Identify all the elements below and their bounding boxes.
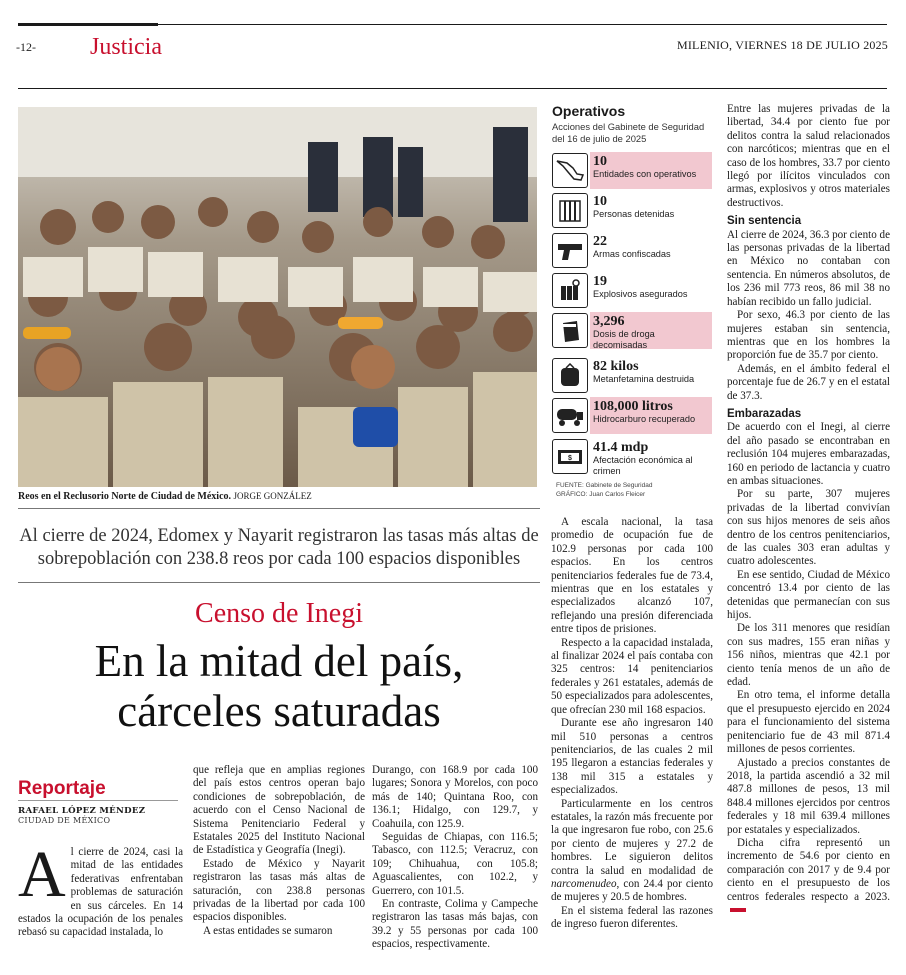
stat-number: 19 xyxy=(593,274,607,289)
stat-number: 10 xyxy=(593,194,607,209)
stat-number: 82 kilos xyxy=(593,359,639,374)
article-paragraph: Además, en el ámbito federal el porcentaje fue de 26.7 y en el estatal de 37.3. xyxy=(727,362,890,402)
package-icon xyxy=(552,358,588,393)
text-run: Dicha cifra representó un incremento de 54.6 por ciento en comparación con 2017 y de 9.4 por ciento en el presupuesto de los centros federales respecto a 2023. xyxy=(727,836,890,903)
article-paragraph xyxy=(727,837,890,917)
article-paragraph: Respecto a la capacidad instalada, al finalizar 2024 el país contaba con 325 centros: 14 penitenciarios federales y 261 estatales, además de 50 especializados para adolescentes, que ofrecían 230 mil 168 espacios. xyxy=(551,636,713,716)
headline: En la mitad del país, cárceles saturadas xyxy=(94,636,464,736)
article-column-4 xyxy=(551,516,713,932)
stat-number: 3,296 xyxy=(593,314,625,329)
text-run: Particularmente en los centros estatales, la razón más frecuente por la que ingresaron fue robo, con 25.6 por ciento de mujeres y 27.2 de hombres. Le siguieron delitos contra la salud en modalidad de xyxy=(551,797,713,877)
photo-credit: JORGE GONZÁLEZ xyxy=(233,491,312,501)
jail-icon xyxy=(552,193,588,228)
article-paragraph: En el sistema federal las razones de ingreso fueron diferentes. xyxy=(551,904,713,931)
pistol-icon xyxy=(552,233,588,268)
source-line: FUENTE: Gabinete de Seguridad xyxy=(556,482,653,489)
infographic-source xyxy=(556,482,652,499)
article-paragraph: En contraste, Colima y Campeche registraron las tasas más bajas, con 39.2 y 55 personas por cada 100 espacios, respectivamente. xyxy=(372,898,538,951)
article-paragraph: Estado de México y Nayarit registraron las tasas más altas de saturación, con 238.8 personas privadas de la libertad por cada 100 espacios disponibles. xyxy=(193,857,365,924)
stat-number: 22 xyxy=(593,234,607,249)
stat-hidrocarburo xyxy=(552,397,712,434)
article-column-5 xyxy=(727,103,890,917)
photo-caption xyxy=(18,490,538,503)
dateline: CIUDAD DE MÉXICO xyxy=(18,816,111,825)
svg-text:$: $ xyxy=(568,454,572,462)
mexico-map-icon xyxy=(552,153,588,188)
stat-label: Hidrocarburo recuperado xyxy=(593,414,696,424)
caption-text: Reos en el Reclusorio Norte de Ciudad de México. xyxy=(18,491,232,502)
article-paragraph: Durante ese año ingresaron 140 mil 510 personas a centros penitenciarios, de las cuales 2 mil 195 llegaron a estancias federales y 138 mil 315 a estatales y especializados. xyxy=(551,717,713,797)
page-number: -12- xyxy=(16,40,36,54)
stat-label: Metanfetamina destruida xyxy=(593,374,695,384)
stat-number: 41.4 mdp xyxy=(593,440,649,455)
end-mark xyxy=(730,908,746,912)
article-paragraph: Entre las mujeres privadas de la libertad, 34.4 por ciento fue por delitos contra la salud relacionados con narcóticos; mientras que en el caso de los hombres, 33.7 por ciento llegó por ilícitos vinculados con armas, explosivos y otros materiales destructivos. xyxy=(727,103,890,209)
drug-bag-icon xyxy=(552,313,588,348)
stat-armas xyxy=(552,232,712,269)
stat-explosivos xyxy=(552,272,712,309)
stat-label: Entidades con operativos xyxy=(593,169,697,179)
stat-label: Explosivos asegurados xyxy=(593,289,688,299)
inmates-photo xyxy=(18,107,537,487)
subheading: Embarazadas xyxy=(727,407,802,420)
article-paragraph: De acuerdo con el Inegi, al cierre del año pasado se encontraban en reclusión 104 mujeres embarazadas, 160 en periodo de lactancia y cuatro en ambas situaciones. xyxy=(727,421,890,487)
article-paragraph: Ajustado a precios constantes de 2018, la partida ascendió a 32 mil 487.8 millones de pesos, 13 mil 848.4 millones ejercidos por centros federales y 18 mil 639.4 millones por estatales y especializados. xyxy=(727,756,890,836)
article-paragraph: que refleja que en amplias regiones del país estos centros operan bajo condiciones de sobrepoblación, de acuerdo con el Censo Nacional de Sistema Penitenciario Federal y Estatales 2025 del Instituto Nacional de Estadística y Geografía (Inegi). xyxy=(193,764,365,857)
article-column-2 xyxy=(193,764,365,938)
article-paragraph: Por su parte, 307 mujeres privadas de la libertad convivían con sus hijos menores de seis años dentro de los centros penitenciarios, de las cuales 303 eran adultas y cuatro adolescentes. xyxy=(727,488,890,568)
explosive-icon xyxy=(552,273,588,308)
newspaper-date: MILENIO, VIERNES 18 DE JULIO 2025 xyxy=(676,38,888,52)
article-paragraph xyxy=(551,798,713,905)
pull-quote: Al cierre de 2024, Edomex y Nayarit registraron las tasas más altas de sobrepoblación con 238.8 reos por cada 100 espacios disponibles xyxy=(19,526,539,569)
infographic-title: Operativos xyxy=(552,103,626,119)
article-paragraph: A escala nacional, la tasa promedio de ocupación fue de 102.9 personas por cada 100 espacios. En los centros penitenciarios federales fue de 73.4, mientras que en los estatales y especializados alcanzó 107, reflejando una presión diferenciada entre tipos de prisiones. xyxy=(551,516,713,636)
kicker: Censo de Inegi xyxy=(195,598,363,629)
section-label: Reportaje xyxy=(18,778,106,799)
stat-label: Afectación económica al crimen xyxy=(593,455,693,476)
stat-afectacion xyxy=(552,438,712,475)
infographic-subtitle: Acciones del Gabinete de Seguridad del 16 de julio de 2025 xyxy=(552,121,705,144)
stat-label: Dosis de droga decomisadas xyxy=(593,329,655,350)
text-run: narcomenudeo xyxy=(551,877,617,890)
stat-label: Armas confiscadas xyxy=(593,249,671,259)
stat-number: 10 xyxy=(593,154,607,169)
article-paragraph: En otro tema, el informe detalla que el presupuesto ejercido en 2024 para el funcionamiento del sistema penitenciario fue de 43 mil 871.4 millones de pesos corrientes. xyxy=(727,689,890,756)
article-column-3 xyxy=(372,764,538,952)
author-name: RAFAEL LÓPEZ MÉNDEZ xyxy=(18,806,146,816)
money-icon xyxy=(552,439,588,474)
section-title: Justicia xyxy=(90,34,162,60)
stat-entidades xyxy=(552,152,712,189)
stat-detenidos xyxy=(552,192,712,229)
article-paragraph: Seguidas de Chiapas, con 116.5; Tabasco, con 112.5; Veracruz, con 109; Chihuahua, con 105.8; Aguascalientes, con 102.2, y Guerrero, con 101.5. xyxy=(372,831,538,897)
article-paragraph: Al cierre de 2024, 36.3 por ciento de las personas privadas de la libertad en México no contaban con sentencia. En números absolutos, de los 236 mil 773 reos, 86 mil 38 no habían recibido un fallo judicial. xyxy=(727,228,890,308)
graphic-credit: GRÁFICO: Juan Carlos Fleicer xyxy=(556,490,646,498)
drop-cap: A xyxy=(18,838,66,911)
stat-metanfetamina xyxy=(552,357,712,394)
article-paragraph: En ese sentido, Ciudad de México concentró 13.4 por ciento de las detenidas que permanecían con sus hijos. xyxy=(727,568,890,622)
text-run: , con 24.4 por ciento de mujeres y 20.5 de hombres. xyxy=(551,877,713,904)
stat-dosis xyxy=(552,312,712,349)
stat-number: 108,000 litros xyxy=(593,399,673,414)
article-column-1 xyxy=(18,838,183,940)
subheading: Sin sentencia xyxy=(727,215,802,228)
article-paragraph: Durango, con 168.9 por cada 100 lugares; Sonora y Morelos, con poco más de 140; Quintana Roo, con 136.1; Hidalgo, con 129.7, y Coahuila, con 125.9. xyxy=(372,764,538,830)
article-paragraph: De los 311 menores que residían con sus madres, 155 eran niñas y 156 niños, mientras que 42.1 por ciento tenía menos de un año de edad. xyxy=(727,622,890,689)
article-paragraph: Por sexo, 46.3 por ciento de las mujeres estaban sin sentencia, mientras que en los hombres la proporción fue de 35.7 por ciento. xyxy=(727,309,890,362)
tanker-truck-icon xyxy=(552,398,588,433)
stat-label: Personas detenidas xyxy=(593,209,675,219)
article-paragraph: A estas entidades se sumaron xyxy=(203,924,333,937)
article-paragraph: l cierre de 2024, casi la mitad de las entidades federativas enfrentaban problemas de saturación en sus cárceles. En 14 estados la ocupación de los penales rebasó su capacidad instalada, lo xyxy=(18,846,183,939)
